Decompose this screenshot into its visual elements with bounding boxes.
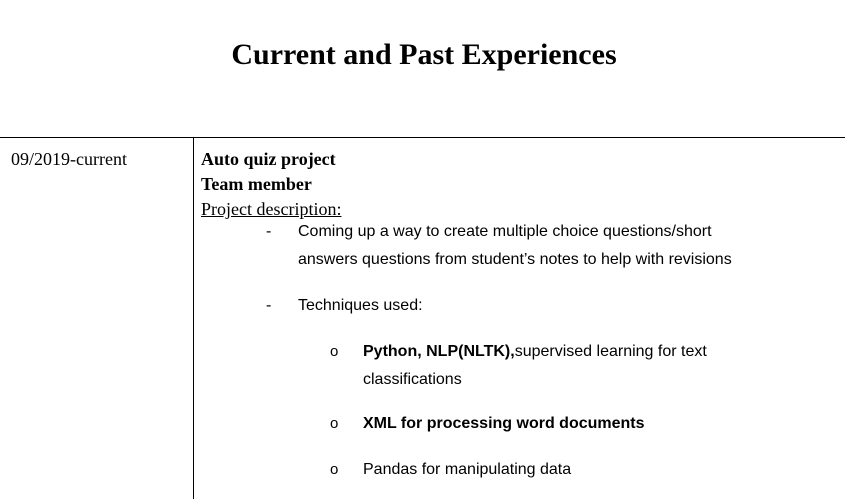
project-name: Auto quiz project <box>201 149 336 169</box>
bullet-marker: - <box>266 223 272 240</box>
project-role: Team member <box>201 174 312 194</box>
techniques-heading: Techniques used: <box>298 297 423 314</box>
experience-date: 09/2019-current <box>11 149 127 169</box>
sub-bullet-marker: o <box>330 343 339 360</box>
table-column-divider <box>193 138 194 499</box>
bullet-line: Coming up a way to create multiple choice questions/short <box>298 223 712 240</box>
technique-continuation: classifications <box>363 371 462 388</box>
technique-item <box>363 338 707 366</box>
bullet-marker: - <box>266 297 272 314</box>
technique-item: Pandas for manipulating data <box>363 461 572 478</box>
bullet-line: answers questions from student’s notes to help with revisions <box>298 251 732 268</box>
sub-bullet-marker: o <box>330 415 339 432</box>
table-top-border <box>0 137 845 138</box>
page-title: Current and Past Experiences <box>231 38 617 71</box>
technique-bold-text: Python, NLP(NLTK), <box>363 343 515 360</box>
technique-regular-text: supervised learning for text <box>514 343 707 360</box>
sub-bullet-marker: o <box>330 461 339 478</box>
project-description-heading: Project description: <box>201 199 342 219</box>
technique-item: XML for processing word documents <box>363 415 645 432</box>
